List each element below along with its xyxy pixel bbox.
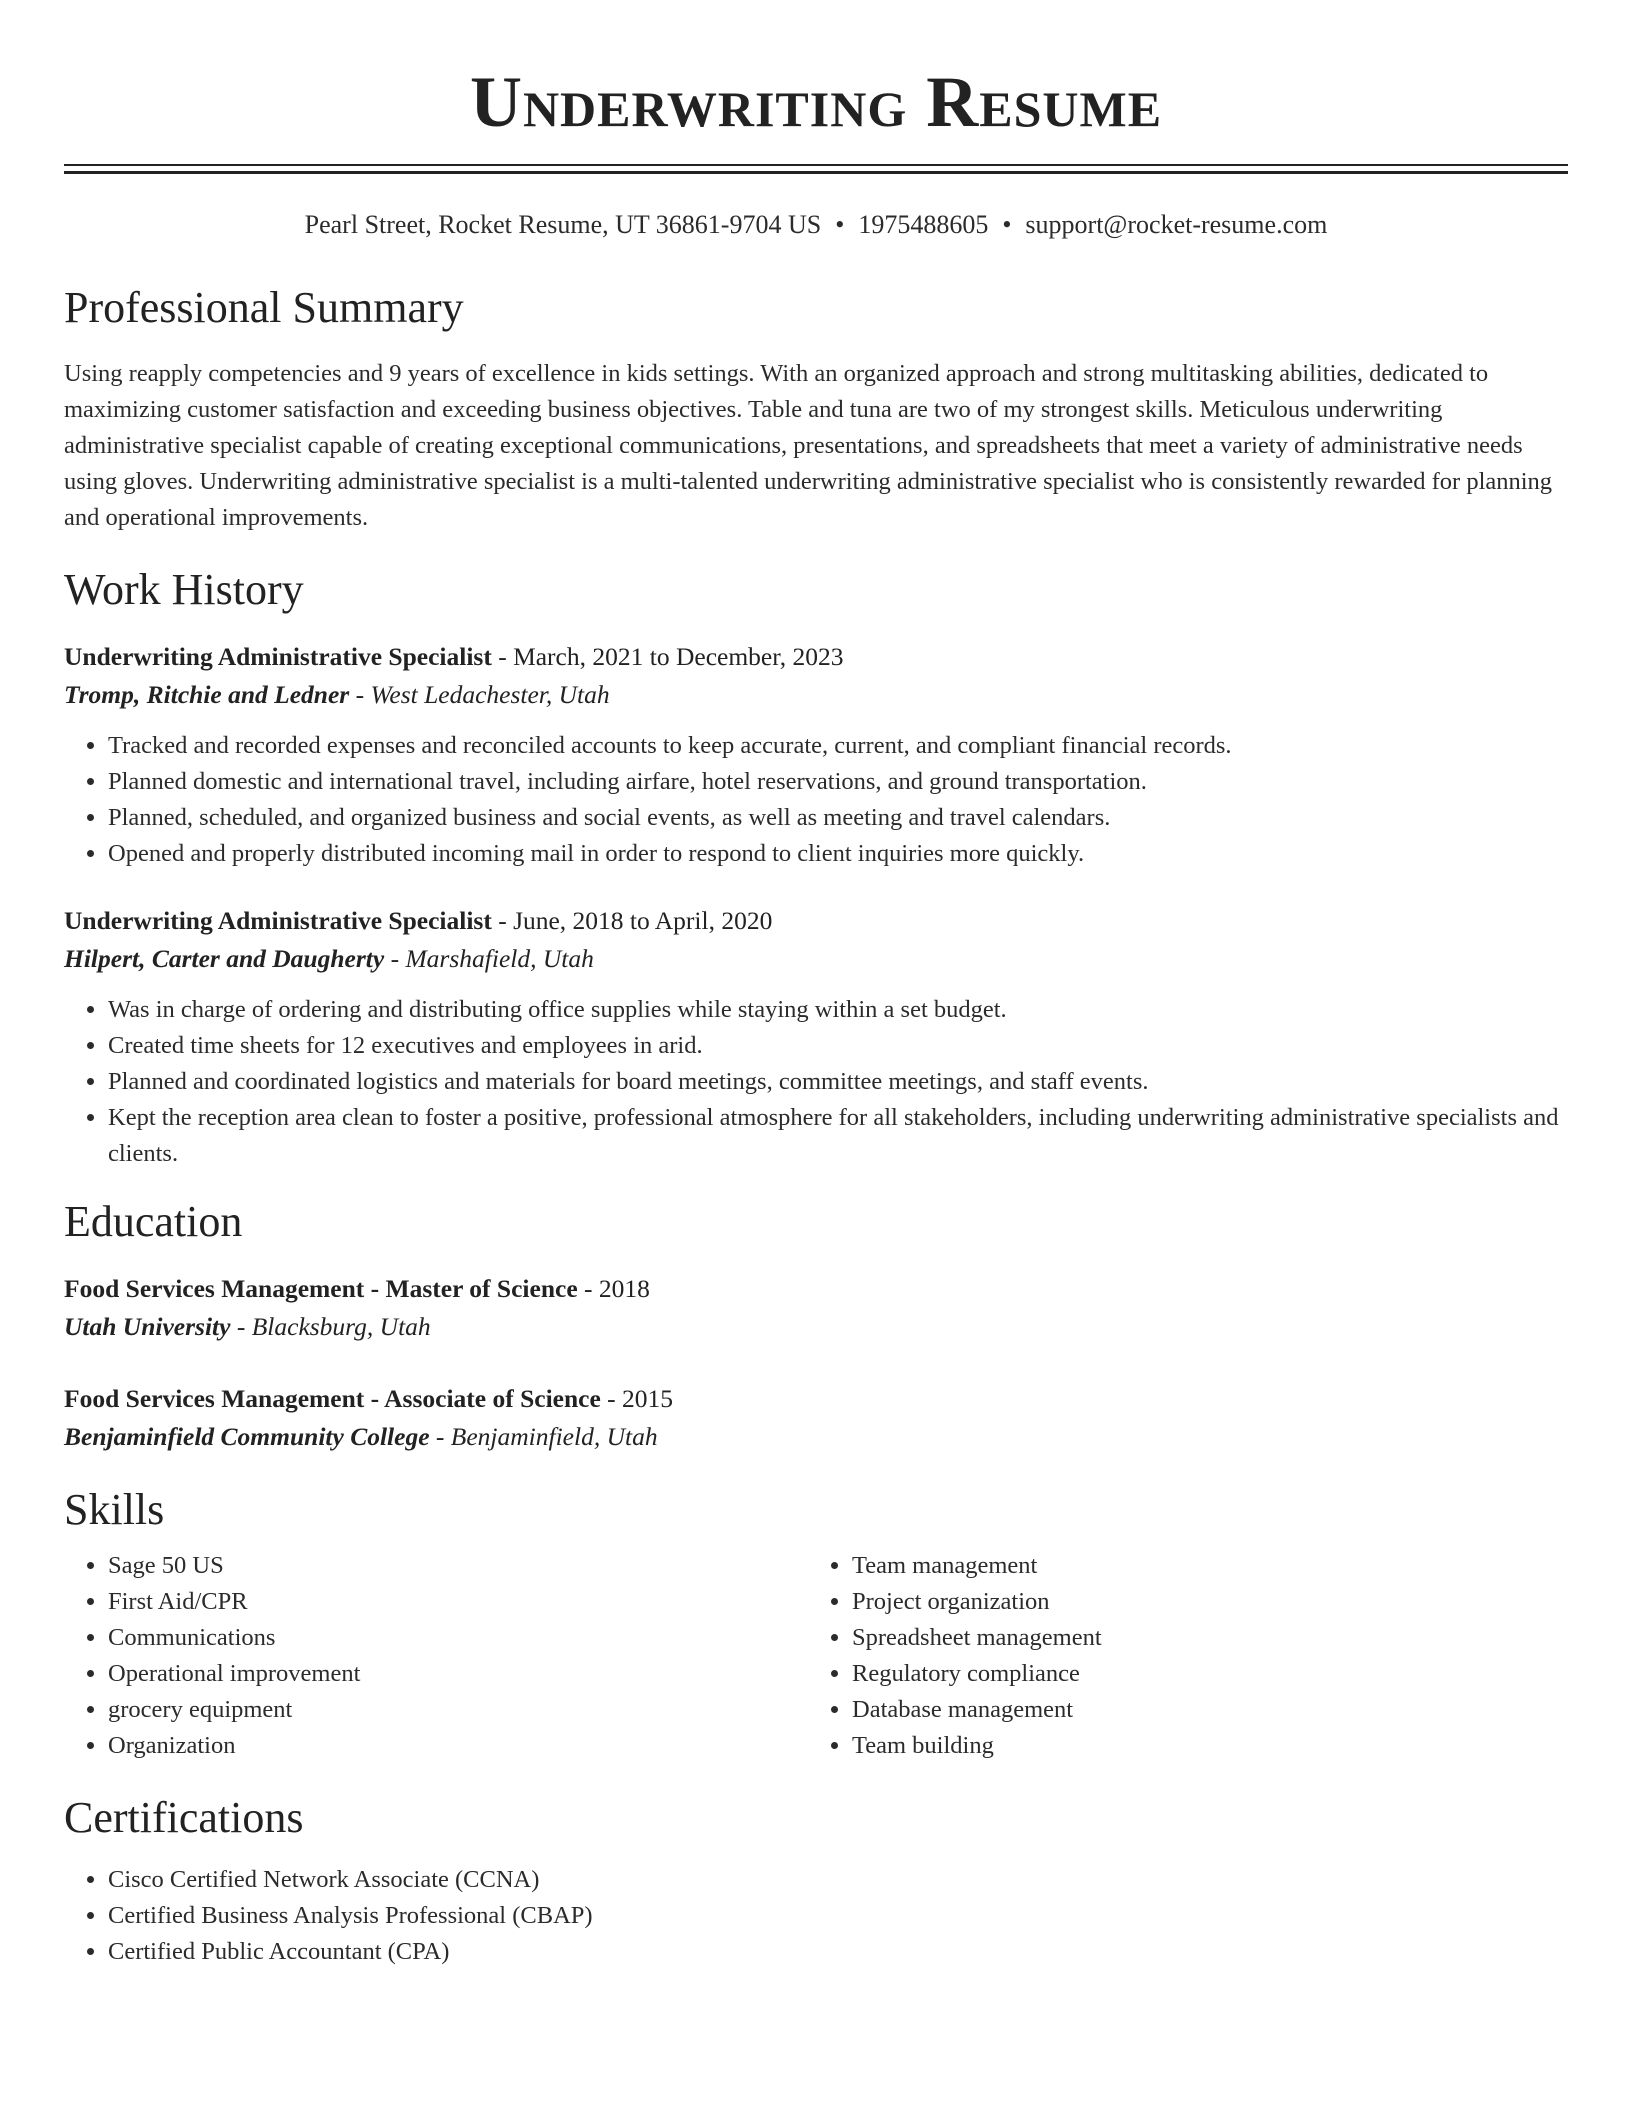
list-item: • Planned domestic and international travel, including airfare, hotel reservations, and ground transportation. xyxy=(108,764,1568,800)
skill-item: • Communications xyxy=(108,1620,808,1656)
skill-item: • Database management xyxy=(852,1692,1552,1728)
list-item: • Tracked and recorded expenses and reconciled accounts to keep accurate, current, and compliant financial records. xyxy=(108,728,1568,764)
certification-item: • Certified Public Accountant (CPA) xyxy=(108,1934,1568,1970)
job-title: Underwriting Administrative Specialist xyxy=(64,906,492,935)
education-entry xyxy=(64,1380,1568,1456)
summary-text: Using reapply competencies and 9 years of excellence in kids settings. With an organized approach and strong multitasking abilities, dedicated to maximizing customer satisfaction and exceeding business objectives. Table and tuna are two of my strongest skills. Meticulous underwriting administrative specialist capable of creating exceptional communications, presentations, and spreadsheets that meet a variety of administrative needs using gloves. Underwriting administrative specialist is a multi-talented underwriting administrative specialist who is consistently rewarded for planning and operational improvements. xyxy=(64,360,1553,531)
job-company-line xyxy=(64,940,1568,978)
job-bullets xyxy=(64,992,1568,1172)
job-title: Underwriting Administrative Specialist xyxy=(64,642,492,671)
skill-item: • Organization xyxy=(108,1728,808,1764)
skill-item: • First Aid/CPR xyxy=(108,1584,808,1620)
degree-year: - 2018 xyxy=(577,1274,650,1303)
summary-heading: Professional Summary xyxy=(64,283,464,332)
skill-item: • grocery equipment xyxy=(108,1692,808,1728)
contact-phone: 1975488605 xyxy=(858,210,989,239)
skills-columns xyxy=(64,1548,1568,1764)
contact-separator: • xyxy=(1002,210,1012,239)
degree-year: - 2015 xyxy=(600,1384,674,1413)
education-entry xyxy=(64,1270,1568,1346)
school-location: - Benjaminfield, Utah xyxy=(429,1422,658,1451)
skills-list-right xyxy=(808,1548,1552,1764)
school-line xyxy=(64,1308,1568,1346)
school-line xyxy=(64,1418,1568,1456)
list-item: • Kept the reception area clean to foster a positive, professional atmosphere for all stakeholders, including underwriting administrative specialists and clients. xyxy=(108,1100,1568,1172)
school: Utah University xyxy=(64,1312,231,1341)
skill-item: • Operational improvement xyxy=(108,1656,808,1692)
job-title-line xyxy=(64,902,1568,940)
contact-line xyxy=(64,208,1568,242)
title-divider xyxy=(64,164,1568,174)
skills-heading: Skills xyxy=(64,1485,165,1534)
certifications-list xyxy=(64,1862,1568,1970)
list-item: • Planned and coordinated logistics and materials for board meetings, committee meetings, and staff events. xyxy=(108,1064,1568,1100)
job-entry xyxy=(64,638,1568,872)
job-company-line xyxy=(64,676,1568,714)
work-history-heading: Work History xyxy=(64,565,304,614)
job-location: - West Ledachester, Utah xyxy=(349,680,610,709)
job-dates: - March, 2021 to December, 2023 xyxy=(491,642,844,671)
skill-item: • Sage 50 US xyxy=(108,1548,808,1584)
education-heading: Education xyxy=(64,1197,243,1246)
job-company: Tromp, Ritchie and Ledner xyxy=(64,680,350,709)
job-location: - Marshafield, Utah xyxy=(384,944,594,973)
job-title-line xyxy=(64,638,1568,676)
certification-item: • Cisco Certified Network Associate (CCNA) xyxy=(108,1862,1568,1898)
list-item: • Planned, scheduled, and organized business and social events, as well as meeting and travel calendars. xyxy=(108,800,1568,836)
skill-item: • Project organization xyxy=(852,1584,1552,1620)
resume-page xyxy=(64,0,1568,1970)
contact-address: Pearl Street, Rocket Resume, UT 36861-9704 US xyxy=(304,210,822,239)
skill-item: • Spreadsheet management xyxy=(852,1620,1552,1656)
degree-line xyxy=(64,1270,1568,1308)
job-entry xyxy=(64,902,1568,1172)
degree: Food Services Management - Master of Science xyxy=(64,1274,578,1303)
list-item: • Created time sheets for 12 executives and employees in arid. xyxy=(108,1028,1568,1064)
degree-line xyxy=(64,1380,1568,1418)
school: Benjaminfield Community College xyxy=(64,1422,430,1451)
list-item: • Opened and properly distributed incoming mail in order to respond to client inquiries more quickly. xyxy=(108,836,1568,872)
certifications-heading: Certifications xyxy=(64,1793,304,1842)
skill-item: • Regulatory compliance xyxy=(852,1656,1552,1692)
skills-list-left xyxy=(64,1548,808,1764)
school-location: - Blacksburg, Utah xyxy=(230,1312,431,1341)
list-item: • Was in charge of ordering and distributing office supplies while staying within a set budget. xyxy=(108,992,1568,1028)
degree: Food Services Management - Associate of Science xyxy=(64,1384,601,1413)
job-company: Hilpert, Carter and Daugherty xyxy=(64,944,385,973)
resume-title: Underwriting Resume xyxy=(469,62,1163,142)
contact-separator: • xyxy=(835,210,845,239)
skill-item: • Team building xyxy=(852,1728,1552,1764)
job-bullets xyxy=(64,728,1568,872)
job-dates: - June, 2018 to April, 2020 xyxy=(491,906,773,935)
certification-item: • Certified Business Analysis Professional (CBAP) xyxy=(108,1898,1568,1934)
skill-item: • Team management xyxy=(852,1548,1552,1584)
contact-email: support@rocket-resume.com xyxy=(1025,210,1328,239)
